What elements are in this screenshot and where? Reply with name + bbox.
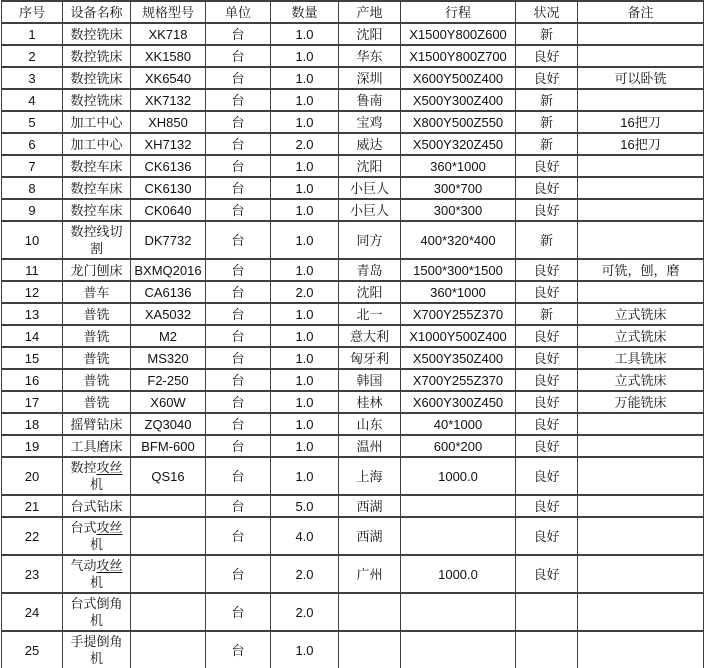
- table-cell-origin: 威达: [339, 133, 401, 155]
- table-row: [2, 593, 704, 631]
- table-cell-qty: 1.0: [271, 631, 339, 668]
- table-cell-unit: 台: [206, 435, 271, 457]
- table-cell-condition: [516, 631, 578, 668]
- table-cell-condition: 良好: [516, 413, 578, 435]
- table-cell-origin: 华东: [339, 45, 401, 67]
- table-cell-remark: [578, 155, 704, 177]
- table-cell-unit: 台: [206, 259, 271, 281]
- table-cell-remark: [578, 593, 704, 631]
- table-row: [2, 67, 704, 89]
- table-cell-travel: [401, 631, 516, 668]
- table-cell-model: [131, 555, 206, 593]
- table-cell-travel: 600*200: [401, 435, 516, 457]
- table-cell-model: BFM-600: [131, 435, 206, 457]
- table-row: [2, 325, 704, 347]
- table-cell-qty: 2.0: [271, 133, 339, 155]
- table-cell-travel: X1000Y500Z400: [401, 325, 516, 347]
- table-cell-origin: 深圳: [339, 67, 401, 89]
- table-cell-model: XK718: [131, 23, 206, 45]
- column-header-qty: 数量: [271, 1, 339, 23]
- table-cell-origin: 同方: [339, 221, 401, 259]
- table-cell-condition: 新: [516, 221, 578, 259]
- table-cell-qty: 1.0: [271, 155, 339, 177]
- table-cell-index: 25: [2, 631, 63, 668]
- table-cell-unit: 台: [206, 555, 271, 593]
- table-cell-condition: 良好: [516, 67, 578, 89]
- table-cell-unit: 台: [206, 325, 271, 347]
- table-cell-origin: 沈阳: [339, 281, 401, 303]
- table-row: [2, 457, 704, 495]
- table-cell-condition: 新: [516, 23, 578, 45]
- table-cell-model: BXMQ2016: [131, 259, 206, 281]
- table-cell-remark: [578, 221, 704, 259]
- table-cell-travel: X500Y350Z400: [401, 347, 516, 369]
- table-cell-index: 10: [2, 221, 63, 259]
- table-cell-name: 加工中心: [63, 133, 131, 155]
- table-cell-name: 台式攻丝机: [63, 517, 131, 555]
- table-cell-remark: [578, 435, 704, 457]
- table-cell-origin: 西湖: [339, 495, 401, 517]
- table-cell-index: 13: [2, 303, 63, 325]
- table-cell-qty: 1.0: [271, 199, 339, 221]
- table-header-row: [2, 1, 704, 23]
- table-row: [2, 631, 704, 668]
- column-header-unit: 单位: [206, 1, 271, 23]
- table-cell-travel: X700Y255Z370: [401, 303, 516, 325]
- table-cell-qty: 2.0: [271, 281, 339, 303]
- table-cell-unit: 台: [206, 457, 271, 495]
- column-header-index: 序号: [2, 1, 63, 23]
- table-cell-remark: 工具铣床: [578, 347, 704, 369]
- table-row: [2, 347, 704, 369]
- table-row: [2, 435, 704, 457]
- table-cell-travel: X600Y500Z400: [401, 67, 516, 89]
- table-cell-origin: 沈阳: [339, 155, 401, 177]
- table-cell-name: 气动攻丝机: [63, 555, 131, 593]
- table-cell-origin: 山东: [339, 413, 401, 435]
- table-cell-index: 16: [2, 369, 63, 391]
- table-cell-remark: [578, 495, 704, 517]
- table-cell-name: 数控线切割: [63, 221, 131, 259]
- table-cell-unit: 台: [206, 347, 271, 369]
- table-cell-model: X60W: [131, 391, 206, 413]
- table-cell-origin: 桂林: [339, 391, 401, 413]
- table-cell-name: 数控铣床: [63, 67, 131, 89]
- table-cell-qty: 1.0: [271, 303, 339, 325]
- table-cell-origin: 青岛: [339, 259, 401, 281]
- table-cell-condition: [516, 593, 578, 631]
- table-cell-name: 数控铣床: [63, 89, 131, 111]
- table-cell-index: 8: [2, 177, 63, 199]
- column-header-travel: 行程: [401, 1, 516, 23]
- table-cell-name: 数控车床: [63, 199, 131, 221]
- table-cell-remark: [578, 177, 704, 199]
- table-cell-qty: 1.0: [271, 259, 339, 281]
- table-cell-index: 17: [2, 391, 63, 413]
- table-row: [2, 391, 704, 413]
- table-cell-index: 23: [2, 555, 63, 593]
- table-cell-origin: [339, 631, 401, 668]
- table-cell-qty: 1.0: [271, 435, 339, 457]
- table-cell-remark: 16把刀: [578, 111, 704, 133]
- column-header-condition: 状况: [516, 1, 578, 23]
- table-cell-remark: 立式铣床: [578, 369, 704, 391]
- table-cell-travel: X600Y300Z450: [401, 391, 516, 413]
- column-header-origin: 产地: [339, 1, 401, 23]
- table-cell-model: CK0640: [131, 199, 206, 221]
- table-cell-name: 工具磨床: [63, 435, 131, 457]
- table-cell-index: 2: [2, 45, 63, 67]
- table-cell-name: 手提倒角机: [63, 631, 131, 668]
- table-cell-condition: 良好: [516, 347, 578, 369]
- table-cell-index: 18: [2, 413, 63, 435]
- table-cell-unit: 台: [206, 413, 271, 435]
- table-cell-qty: 1.0: [271, 67, 339, 89]
- table-cell-index: 3: [2, 67, 63, 89]
- table-cell-model: [131, 631, 206, 668]
- table-row: [2, 177, 704, 199]
- table-cell-model: [131, 517, 206, 555]
- table-cell-index: 5: [2, 111, 63, 133]
- table-cell-condition: 良好: [516, 391, 578, 413]
- table-cell-qty: 1.0: [271, 391, 339, 413]
- table-cell-condition: 良好: [516, 155, 578, 177]
- table-cell-condition: 良好: [516, 369, 578, 391]
- table-cell-index: 9: [2, 199, 63, 221]
- table-row: [2, 281, 704, 303]
- table-cell-unit: 台: [206, 155, 271, 177]
- table-row: [2, 259, 704, 281]
- table-cell-travel: X1500Y800Z700: [401, 45, 516, 67]
- table-cell-qty: 1.0: [271, 45, 339, 67]
- table-cell-model: XH7132: [131, 133, 206, 155]
- table-cell-remark: 可铣，刨，磨: [578, 259, 704, 281]
- table-cell-condition: 新: [516, 133, 578, 155]
- table-cell-unit: 台: [206, 111, 271, 133]
- table-cell-name: 数控铣床: [63, 45, 131, 67]
- table-cell-qty: 5.0: [271, 495, 339, 517]
- table-cell-condition: 良好: [516, 45, 578, 67]
- table-cell-remark: [578, 413, 704, 435]
- column-header-name: 设备名称: [63, 1, 131, 23]
- table-cell-unit: 台: [206, 593, 271, 631]
- table-cell-remark: [578, 555, 704, 593]
- table-row: [2, 495, 704, 517]
- table-row: [2, 221, 704, 259]
- table-cell-travel: [401, 495, 516, 517]
- table-cell-index: 12: [2, 281, 63, 303]
- table-cell-origin: 广州: [339, 555, 401, 593]
- table-cell-qty: 1.0: [271, 457, 339, 495]
- table-cell-condition: 良好: [516, 199, 578, 221]
- table-cell-name: 数控铣床: [63, 23, 131, 45]
- table-cell-condition: 新: [516, 111, 578, 133]
- table-row: [2, 45, 704, 67]
- table-cell-condition: 良好: [516, 325, 578, 347]
- table-cell-origin: 意大利: [339, 325, 401, 347]
- table-cell-travel: X1500Y800Z600: [401, 23, 516, 45]
- table-cell-index: 15: [2, 347, 63, 369]
- table-cell-index: 7: [2, 155, 63, 177]
- table-row: [2, 111, 704, 133]
- table-cell-qty: 1.0: [271, 347, 339, 369]
- table-cell-travel: 300*300: [401, 199, 516, 221]
- table-cell-travel: 1000.0: [401, 555, 516, 593]
- table-cell-name: 台式倒角机: [63, 593, 131, 631]
- table-cell-unit: 台: [206, 45, 271, 67]
- table-cell-name: 数控车床: [63, 177, 131, 199]
- table-cell-travel: 400*320*400: [401, 221, 516, 259]
- table-cell-unit: 台: [206, 631, 271, 668]
- table-cell-index: 11: [2, 259, 63, 281]
- table-row: [2, 155, 704, 177]
- table-cell-travel: 360*1000: [401, 155, 516, 177]
- table-cell-qty: 1.0: [271, 413, 339, 435]
- table-cell-remark: [578, 517, 704, 555]
- table-cell-travel: 300*700: [401, 177, 516, 199]
- table-cell-model: XK1580: [131, 45, 206, 67]
- table-cell-name: 普铣: [63, 303, 131, 325]
- table-cell-remark: [578, 23, 704, 45]
- table-cell-model: XA5032: [131, 303, 206, 325]
- table-cell-remark: 立式铣床: [578, 325, 704, 347]
- table-cell-index: 1: [2, 23, 63, 45]
- table-cell-unit: 台: [206, 23, 271, 45]
- table-cell-model: MS320: [131, 347, 206, 369]
- table-cell-travel: [401, 593, 516, 631]
- table-cell-unit: 台: [206, 391, 271, 413]
- table-cell-name: 数控车床: [63, 155, 131, 177]
- table-cell-travel: 1000.0: [401, 457, 516, 495]
- table-cell-remark: [578, 281, 704, 303]
- table-cell-model: F2-250: [131, 369, 206, 391]
- table-cell-condition: 良好: [516, 281, 578, 303]
- table-cell-travel: 360*1000: [401, 281, 516, 303]
- table-cell-origin: 北一: [339, 303, 401, 325]
- table-cell-remark: [578, 631, 704, 668]
- equipment-table: [1, 0, 704, 668]
- table-cell-qty: 1.0: [271, 369, 339, 391]
- table-cell-condition: 新: [516, 89, 578, 111]
- table-cell-remark: [578, 199, 704, 221]
- table-cell-unit: 台: [206, 133, 271, 155]
- table-row: [2, 303, 704, 325]
- table-row: [2, 199, 704, 221]
- table-cell-model: XH850: [131, 111, 206, 133]
- table-cell-model: XK6540: [131, 67, 206, 89]
- table-cell-travel: X700Y255Z370: [401, 369, 516, 391]
- table-cell-origin: 小巨人: [339, 177, 401, 199]
- table-cell-origin: 沈阳: [339, 23, 401, 45]
- table-cell-qty: 1.0: [271, 177, 339, 199]
- table-cell-condition: 良好: [516, 555, 578, 593]
- table-cell-name: 台式钻床: [63, 495, 131, 517]
- table-cell-qty: 2.0: [271, 555, 339, 593]
- table-cell-qty: 1.0: [271, 89, 339, 111]
- table-cell-travel: X800Y500Z550: [401, 111, 516, 133]
- table-cell-travel: 40*1000: [401, 413, 516, 435]
- table-row: [2, 23, 704, 45]
- table-cell-condition: 良好: [516, 495, 578, 517]
- table-row: [2, 555, 704, 593]
- table-cell-unit: 台: [206, 369, 271, 391]
- table-cell-name: 普铣: [63, 347, 131, 369]
- table-cell-origin: 上海: [339, 457, 401, 495]
- table-cell-index: 21: [2, 495, 63, 517]
- table-cell-name: 摇臂钻床: [63, 413, 131, 435]
- table-cell-index: 19: [2, 435, 63, 457]
- column-header-model: 规格型号: [131, 1, 206, 23]
- table-cell-remark: 可以卧铣: [578, 67, 704, 89]
- table-cell-qty: 4.0: [271, 517, 339, 555]
- table-cell-name: 龙门刨床: [63, 259, 131, 281]
- table-cell-origin: 宝鸡: [339, 111, 401, 133]
- table-cell-index: 6: [2, 133, 63, 155]
- table-cell-origin: 鲁南: [339, 89, 401, 111]
- table-cell-model: DK7732: [131, 221, 206, 259]
- table-cell-model: M2: [131, 325, 206, 347]
- table-cell-model: CK6130: [131, 177, 206, 199]
- table-cell-name: 加工中心: [63, 111, 131, 133]
- table-cell-origin: [339, 593, 401, 631]
- table-cell-origin: 匈牙利: [339, 347, 401, 369]
- table-cell-unit: 台: [206, 517, 271, 555]
- table-row: [2, 369, 704, 391]
- table-cell-travel: [401, 517, 516, 555]
- table-cell-name: 普铣: [63, 325, 131, 347]
- table-cell-travel: 1500*300*1500: [401, 259, 516, 281]
- table-cell-qty: 1.0: [271, 111, 339, 133]
- table-cell-remark: 16把刀: [578, 133, 704, 155]
- table-cell-name: 普铣: [63, 391, 131, 413]
- table-cell-index: 22: [2, 517, 63, 555]
- table-cell-unit: 台: [206, 177, 271, 199]
- table-cell-unit: 台: [206, 67, 271, 89]
- table-cell-name: 普铣: [63, 369, 131, 391]
- table-cell-qty: 2.0: [271, 593, 339, 631]
- table-cell-model: XK7132: [131, 89, 206, 111]
- table-cell-model: CK6136: [131, 155, 206, 177]
- table-cell-index: 14: [2, 325, 63, 347]
- table-cell-origin: 西湖: [339, 517, 401, 555]
- table-cell-condition: 良好: [516, 517, 578, 555]
- table-cell-qty: 1.0: [271, 23, 339, 45]
- table-cell-qty: 1.0: [271, 221, 339, 259]
- table-body: [2, 23, 704, 668]
- table-cell-condition: 新: [516, 303, 578, 325]
- table-cell-model: [131, 495, 206, 517]
- table-cell-origin: 小巨人: [339, 199, 401, 221]
- table-cell-index: 24: [2, 593, 63, 631]
- table-cell-remark: [578, 45, 704, 67]
- table-cell-condition: 良好: [516, 177, 578, 199]
- table-cell-qty: 1.0: [271, 325, 339, 347]
- table-cell-name: 数控攻丝机: [63, 457, 131, 495]
- table-cell-model: CA6136: [131, 281, 206, 303]
- table-row: [2, 89, 704, 111]
- table-row: [2, 133, 704, 155]
- table-cell-name: 普车: [63, 281, 131, 303]
- table-cell-origin: 韩国: [339, 369, 401, 391]
- column-header-remark: 备注: [578, 1, 704, 23]
- table-cell-unit: 台: [206, 281, 271, 303]
- table-cell-unit: 台: [206, 221, 271, 259]
- table-row: [2, 413, 704, 435]
- table-cell-model: ZQ3040: [131, 413, 206, 435]
- table-cell-remark: 立式铣床: [578, 303, 704, 325]
- table-cell-unit: 台: [206, 89, 271, 111]
- table-cell-condition: 良好: [516, 259, 578, 281]
- table-cell-remark: [578, 89, 704, 111]
- table-cell-unit: 台: [206, 303, 271, 325]
- table-cell-condition: 良好: [516, 435, 578, 457]
- table-cell-origin: 温州: [339, 435, 401, 457]
- table-cell-remark: [578, 457, 704, 495]
- table-cell-condition: 良好: [516, 457, 578, 495]
- table-cell-travel: X500Y320Z450: [401, 133, 516, 155]
- table-cell-index: 4: [2, 89, 63, 111]
- table-cell-remark: 万能铣床: [578, 391, 704, 413]
- table-cell-unit: 台: [206, 495, 271, 517]
- table-cell-index: 20: [2, 457, 63, 495]
- table-cell-travel: X500Y300Z400: [401, 89, 516, 111]
- table-cell-model: QS16: [131, 457, 206, 495]
- table-cell-unit: 台: [206, 199, 271, 221]
- table-row: [2, 517, 704, 555]
- table-cell-model: [131, 593, 206, 631]
